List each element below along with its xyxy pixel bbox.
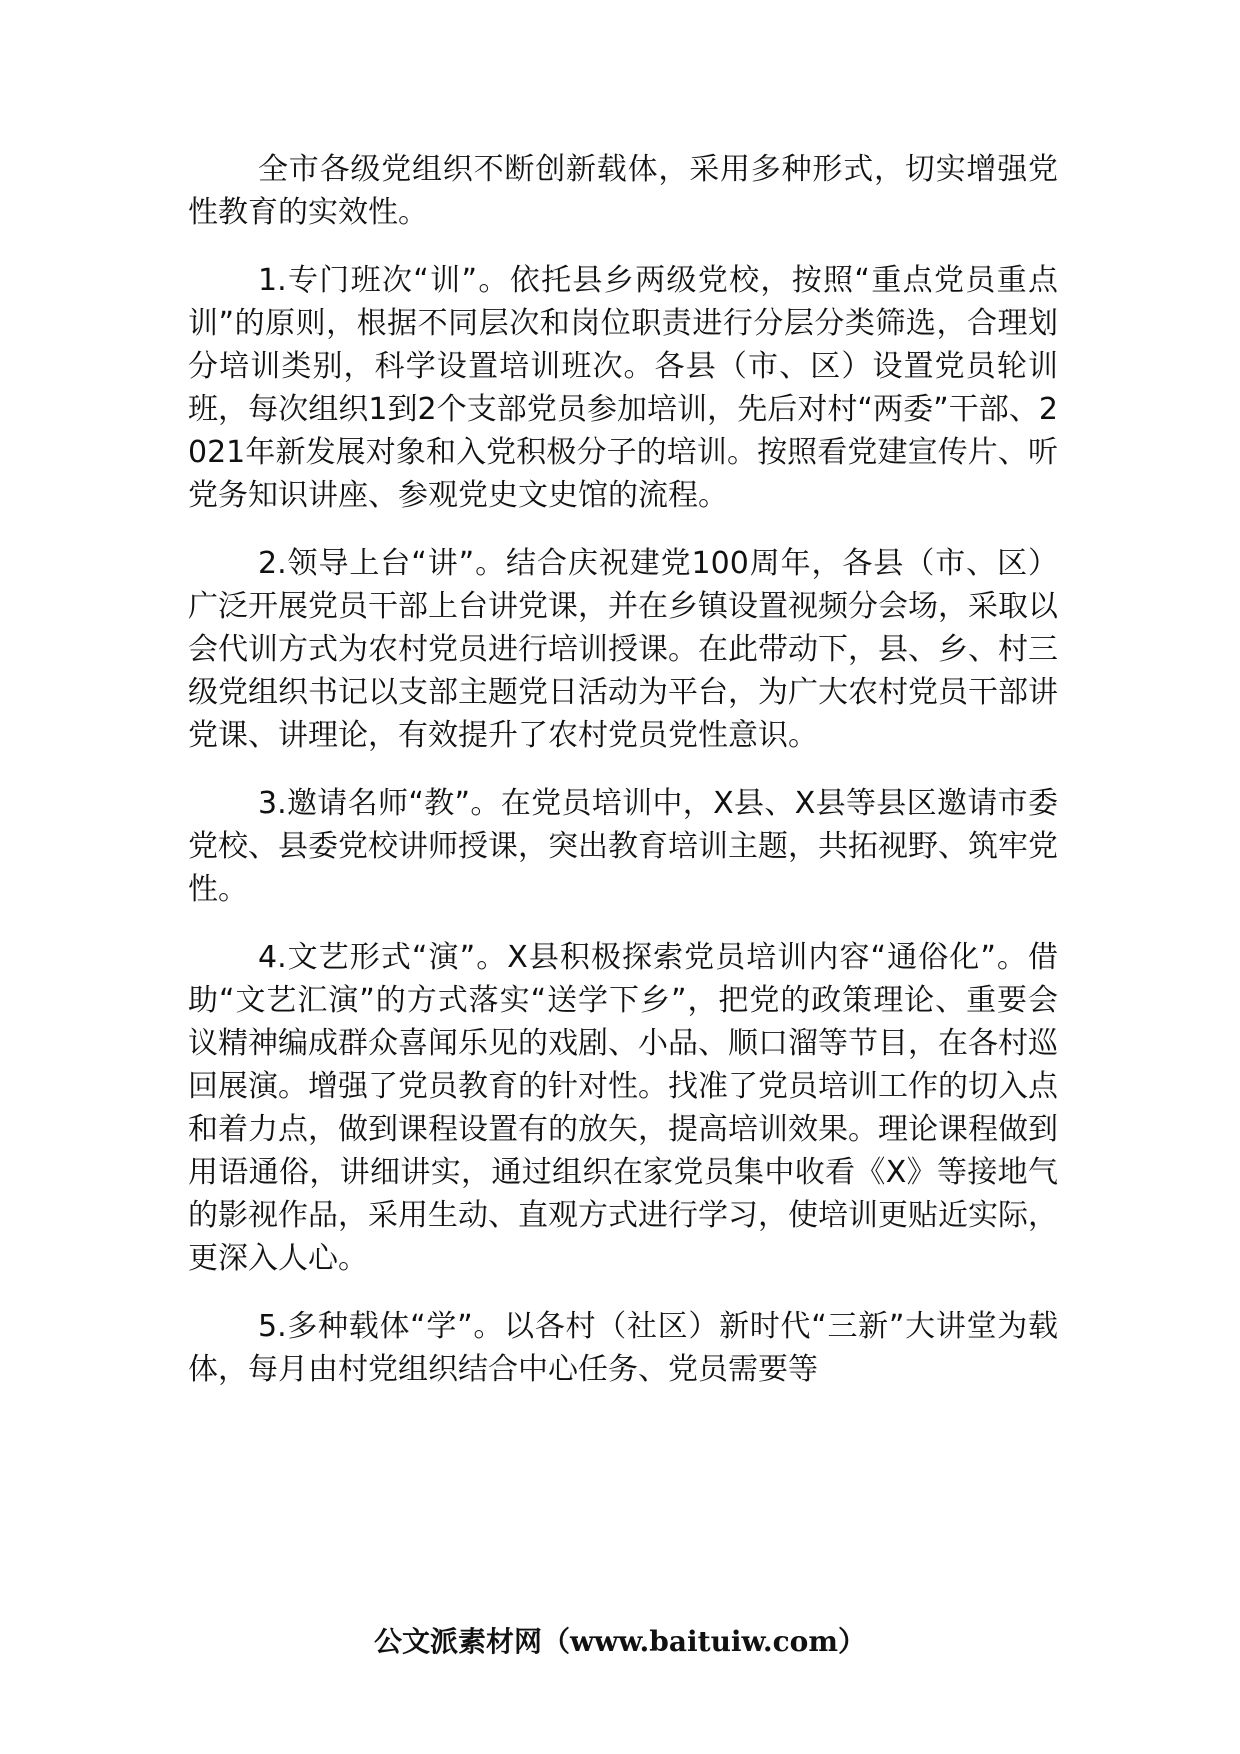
- footer-watermark: 公文派素材网（www.baituiw.com）: [374, 1625, 866, 1658]
- paragraph-item-3: 3.邀请名师“教”。在党员培训中，X县、X县等县区邀请市委党校、县委党校讲师授课，突出教育培训主题，共拓视野、筑牢党性。: [188, 786, 1058, 907]
- paragraph-item-2: 2.领导上台“讲”。结合庆祝建党100周年，各县（市、区）广泛开展党员干部上台讲党课，并在乡镇设置视频分会场，采取以会代训方式为农村党员进行培训授课。在此带动下，县、乡、村三级党组织书记以支部主题党日活动为平台，为广大农村党员干部讲党课、讲理论，有效提升了农村党员党性意识。: [188, 546, 1058, 753]
- paragraph-item-5: 5.多种载体“学”。以各村（社区）新时代“三新”大讲堂为载体，每月由村党组织结合中心任务、党员需要等: [188, 1309, 1058, 1387]
- document-body: [188, 148, 1058, 1416]
- paragraph-item-4: 4.文艺形式“演”。X县积极探索党员培训内容“通俗化”。借助“文艺汇演”的方式落实“送学下乡”，把党的政策理论、重要会议精神编成群众喜闻乐见的戏剧、小品、顺口溜等节目，在各村巡回展演。增强了党员教育的针对性。找准了党员培训工作的切入点和着力点，做到课程设置有的放矢，提高培训效果。理论课程做到用语通俗，讲细讲实，通过组织在家党员集中收看《X》等接地气的影视作品，采用生动、直观方式进行学习，使培训更贴近实际，更深入人心。: [188, 940, 1058, 1276]
- paragraph-item-1: 1.专门班次“训”。依托县乡两级党校，按照“重点党员重点训”的原则，根据不同层次和岗位职责进行分层分类筛选，合理划分培训类别，科学设置培训班次。各县（市、区）设置党员轮训班，每次组织1到2个支部党员参加培训，先后对村“两委”干部、2021年新发展对象和入党积极分子的培训。按照看党建宣传片、听党务知识讲座、参观党史文史馆的流程。: [188, 263, 1058, 513]
- paragraph-intro: 全市各级党组织不断创新载体，采用多种形式，切实增强党性教育的实效性。: [188, 152, 1058, 230]
